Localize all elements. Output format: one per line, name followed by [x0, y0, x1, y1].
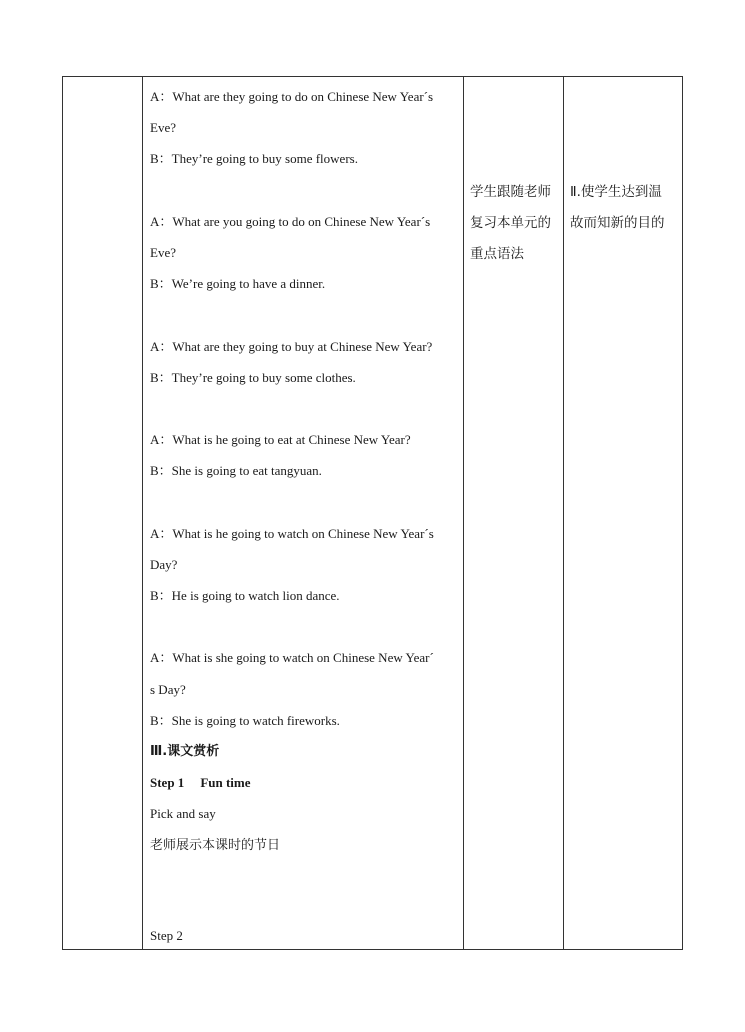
student-activity-line-2: 复习本单元的: [470, 215, 551, 231]
dialogue-5-question-cont: Day?: [150, 556, 178, 572]
dialogue-1-question: A：What are they going to do on Chinese New Year´s: [150, 89, 434, 104]
dialogue-1-question-cont: Eve?: [150, 120, 176, 136]
dialogue-2-question: A：What are you going to do on Chinese New Year´s: [150, 213, 431, 229]
dialogue-4-answer: B：She is going to eat tangyuan.: [150, 463, 322, 479]
dialogue-5-answer: B：He is going to watch lion dance.: [150, 588, 340, 603]
dialogue-2-answer: B：We’re going to have a dinner.: [150, 276, 326, 292]
dialogue-3-question: A：What are they going to buy at Chinese New Year?: [150, 338, 433, 354]
lesson-plan-table: [62, 76, 683, 950]
dialogue-6-answer: B：She is going to watch fireworks.: [150, 712, 340, 728]
purpose-line-1: Ⅱ.使学生达到温: [570, 184, 662, 200]
dialogue-5-question: A：What is he going to watch on Chinese New Year´s: [150, 525, 434, 541]
teaching-content-cell: [143, 77, 464, 950]
student-activity-line-1: 学生跟随老师: [470, 184, 551, 200]
dialogue-6-question-cont: s Day?: [150, 681, 186, 697]
table-row: [63, 77, 683, 950]
dialogue-4-question: A：What is he going to eat at Chinese New Year?: [150, 432, 411, 448]
pick-and-say: Pick and say: [150, 806, 216, 822]
student-activity-line-3: 重点语法: [470, 246, 524, 262]
dialogue-3-answer: B：They’re going to buy some clothes.: [150, 369, 356, 385]
section-heading: Ⅲ.课文赏析: [150, 743, 220, 759]
student-activity: [464, 77, 563, 270]
dialogue-2-question-cont: Eve?: [150, 244, 176, 260]
teaching-content: [143, 77, 463, 947]
design-purpose: [564, 77, 682, 239]
step-1-label: Step 1: [150, 775, 185, 791]
purpose-cell: [564, 77, 683, 950]
step-1-title: [150, 767, 458, 798]
dialogue-1-answer: B：They’re going to buy some flowers.: [150, 151, 358, 167]
dialogue-6-question: A：What is she going to watch on Chinese New Year´: [150, 650, 434, 666]
purpose-line-2: 故而知新的目的: [570, 215, 665, 231]
student-activity-cell: [464, 77, 564, 950]
step-column-cell: [63, 77, 143, 950]
teacher-instruction: 老师展示本课时的节日: [150, 837, 281, 853]
step-1-name: Fun time: [200, 775, 251, 791]
step-2-label: Step 2: [150, 928, 183, 943]
